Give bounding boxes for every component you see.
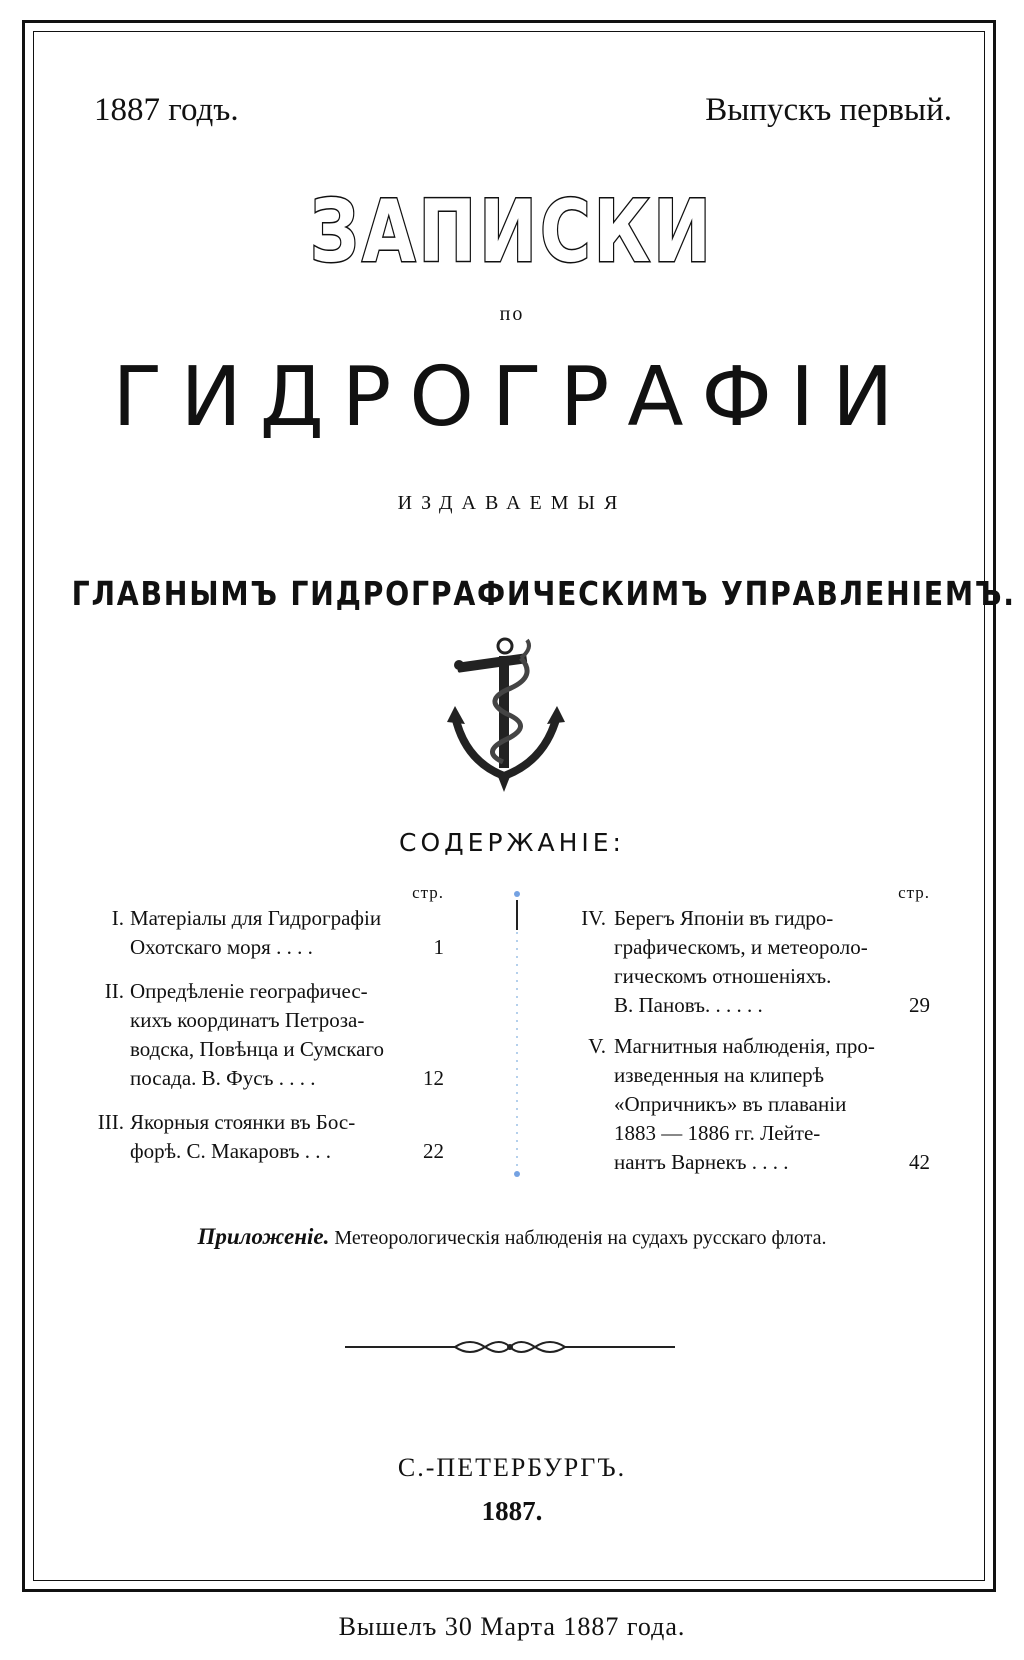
- entry-page: 22: [423, 1139, 444, 1163]
- entry-line: В. Пановъ. . . . . .: [614, 993, 763, 1017]
- page-label-left: стр.: [412, 883, 444, 902]
- appendix-label: Приложеніе.: [197, 1224, 330, 1249]
- anchor-icon: [445, 636, 575, 796]
- appendix-note: [0, 1224, 1024, 1250]
- entry-page: 29: [909, 993, 930, 1017]
- entry-line: изведенныя на клиперѣ: [614, 1063, 825, 1087]
- entry-line: 1883 — 1886 гг. Лейте-: [614, 1121, 821, 1145]
- entry-line: графическомъ, и метеороло-: [614, 935, 868, 959]
- entry-number: II.: [104, 979, 124, 1003]
- entry-page: 1: [433, 935, 444, 959]
- entry-line: водска, Повѣнца и Сумскаго: [130, 1037, 385, 1061]
- entry-line: кихъ координатъ Петроза-: [130, 1008, 365, 1032]
- publisher-name: ГЛАВНЫМЪ ГИДРОГРАФИЧЕСКИМЪ УПРАВЛЕНІЕМЪ.: [71, 574, 1016, 613]
- entry-line: нантъ Варнекъ . . . .: [614, 1150, 789, 1174]
- header-year: 1887 годъ.: [94, 92, 239, 128]
- title-hydrography: ГИДРОГРАФІИ: [112, 350, 912, 445]
- ornament-divider: [345, 1335, 675, 1359]
- appendix-text: Метеорологическія наблюденія на судахъ русскаго флота.: [329, 1227, 827, 1249]
- entry-number: V.: [588, 1034, 606, 1058]
- column-divider: [512, 890, 522, 1180]
- entry-line: гическомъ отношеніяхъ.: [614, 964, 832, 988]
- page-label-right: стр.: [898, 883, 930, 902]
- entry-line: «Опричникъ» въ плаваніи: [614, 1092, 847, 1116]
- entry-line: Матеріалы для Гидрографіи: [130, 906, 382, 930]
- header-issue: Выпускъ первый.: [705, 92, 952, 128]
- entry-number: III.: [97, 1110, 124, 1134]
- imprint-city: С.-ПЕТЕРБУРГЪ.: [397, 1453, 627, 1482]
- entry-line: форѣ. С. Макаровъ . . .: [130, 1139, 331, 1163]
- entry-number: IV.: [581, 906, 606, 930]
- entry-line: Охотскаго моря . . . .: [130, 935, 313, 959]
- published-by: ИЗДАВАЕМЫЯ: [397, 492, 627, 514]
- contents-left-column: [84, 878, 454, 1178]
- title-po: по: [499, 303, 525, 325]
- entry-number: I.: [111, 906, 124, 930]
- entry-line: Магнитныя наблюденія, про-: [614, 1034, 875, 1058]
- contents-heading: СОДЕРЖАНІЕ:: [399, 828, 625, 857]
- entry-page: 12: [423, 1066, 444, 1090]
- entry-line: посада. В. Фусъ . . . .: [130, 1066, 316, 1090]
- entry-line: Опредѣленіе географичес-: [130, 979, 368, 1003]
- imprint-year: 1887.: [481, 1496, 543, 1526]
- entry-line: Якорныя стоянки въ Бос-: [130, 1110, 356, 1134]
- entry-line: Берегъ Японіи въ гидро-: [614, 906, 834, 930]
- entry-page: 42: [909, 1150, 930, 1174]
- contents-right-column: [568, 878, 938, 1178]
- issued-note: Вышелъ 30 Марта 1887 года.: [338, 1612, 686, 1641]
- main-title: ЗАПИСКИ: [310, 182, 714, 282]
